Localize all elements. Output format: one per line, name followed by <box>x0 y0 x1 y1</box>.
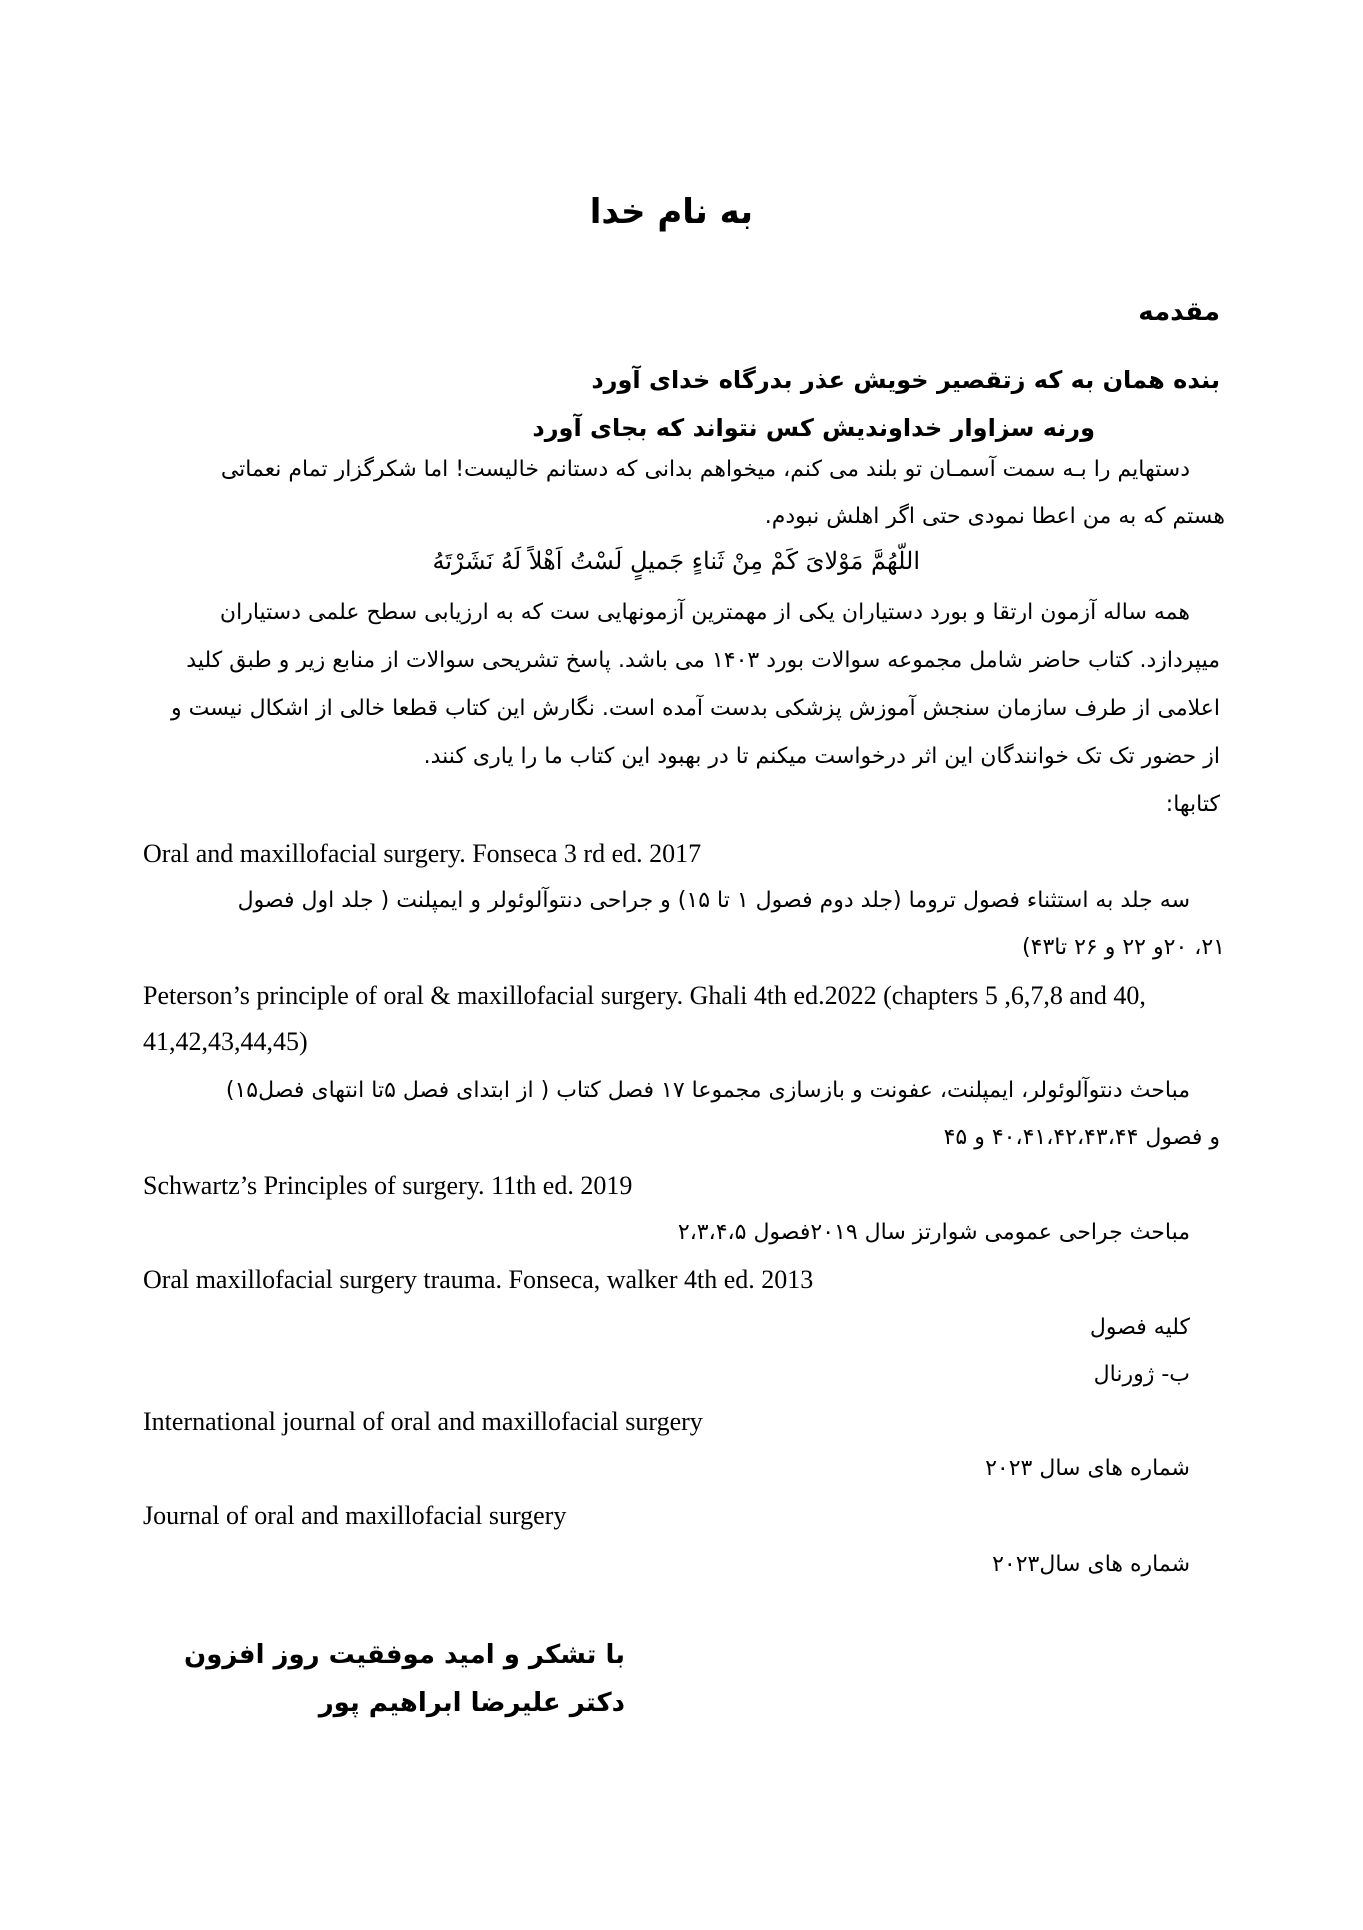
body-line: همه ساله آزمون ارتقا و بورد دستیاران یکی از مهمترین آزمونهایی ست که به ارزیابی سطح علمی دستیاران <box>219 600 1190 625</box>
journal-reference: International journal of oral and maxillofacial surgery <box>143 1407 703 1436</box>
intro-line: دستهایم را بـه سمت آسمـان تو بلند می کنم، میخواهم بدانی که دستانم خالیست! اما شکرگزار تمام نعماتی <box>220 457 1190 482</box>
source-reference: Schwartz’s Principles of surgery. 11th ed. 2019 <box>143 1171 633 1200</box>
source-reference: 41,42,43,44,45) <box>143 1027 308 1056</box>
books-label: کتابها: <box>1165 792 1220 817</box>
intro-line: هستم که به من اعطا نمودی حتی اگر اهلش نبودم. <box>764 504 1225 529</box>
source-reference: Oral and maxillofacial surgery. Fonseca 3 rd ed. 2017 <box>143 839 702 868</box>
arabic-prayer: اللّهُمَّ مَوْلایَ کَمْ مِنْ ثَناءٍ جَمیلٍ لَسْتُ اَهْلاً لَهُ نَشَرْتَهُ <box>432 547 920 575</box>
body-line: اعلامی از طرف سازمان سنجش آموزش پزشکی بدست آمده است. نگارش این کتاب قطعا خالی از اشکال نیست و <box>171 696 1220 721</box>
source-note: مباحث دنتوآلوئولر، ایمپلنت، عفونت و بازسازی مجموعا ۱۷ فصل کتاب ( از ابتدای فصل ۵تا انتهای فصل۱۵) <box>225 1078 1190 1103</box>
source-note: مباحث جراحی عمومی شوارتز سال ۲۰۱۹فصول ۲،۳،۴،۵ <box>677 1220 1190 1245</box>
document-title: به نام خدا <box>589 192 753 232</box>
journal-note: شماره های سال۲۰۲۳ <box>992 1552 1190 1577</box>
journal-note: شماره های سال ۲۰۲۳ <box>985 1456 1190 1481</box>
source-note: و فصول ۴۰،۴۱،۴۲،۴۳،۴۴ و ۴۵ <box>943 1125 1220 1150</box>
journals-label: ب- ژورنال <box>1093 1362 1190 1387</box>
source-note: سه جلد به استثناء فصول تروما (جلد دوم فصول ۱ تا ۱۵) و جراحی دنتوآلوئولر و ایمپلنت ( جلد اول فصول <box>237 888 1190 913</box>
body-line: میپردازد. کتاب حاضر شامل مجموعه سوالات بورد ۱۴۰۳ می باشد. پاسخ تشریحی سوالات از منابع زیر و طبق کلید <box>186 648 1220 673</box>
poem-line: ورنه سزاوار خداوندیش کس نتواند که بجای آورد <box>532 414 1095 442</box>
signature-line: با تشکر و امید موفقیت روز افزون <box>184 1640 625 1670</box>
source-note: کلیه فصول <box>1089 1315 1190 1340</box>
section-heading: مقدمه <box>1138 297 1220 327</box>
journal-reference: Journal of oral and maxillofacial surgery <box>143 1501 567 1530</box>
poem-line: بنده همان به که زتقصیر خویش عذر بدرگاه خدای آورد <box>591 366 1220 394</box>
source-reference: Oral maxillofacial surgery trauma. Fonseca, walker 4th ed. 2013 <box>143 1265 814 1294</box>
source-reference: Peterson’s principle of oral & maxillofacial surgery. Ghali 4th ed.2022 (chapters 5 ,6,7,8 and 40, <box>143 981 1146 1010</box>
body-line: از حضور تک تک خوانندگان این اثر درخواست میکنم تا در بهبود این کتاب ما را یاری کنند. <box>423 744 1220 769</box>
signature-line: دکتر علیرضا ابراهیم پور <box>318 1688 625 1718</box>
source-note: ۲۱، ۲۰و ۲۲ و ۲۶ تا۴۳) <box>1022 935 1225 960</box>
